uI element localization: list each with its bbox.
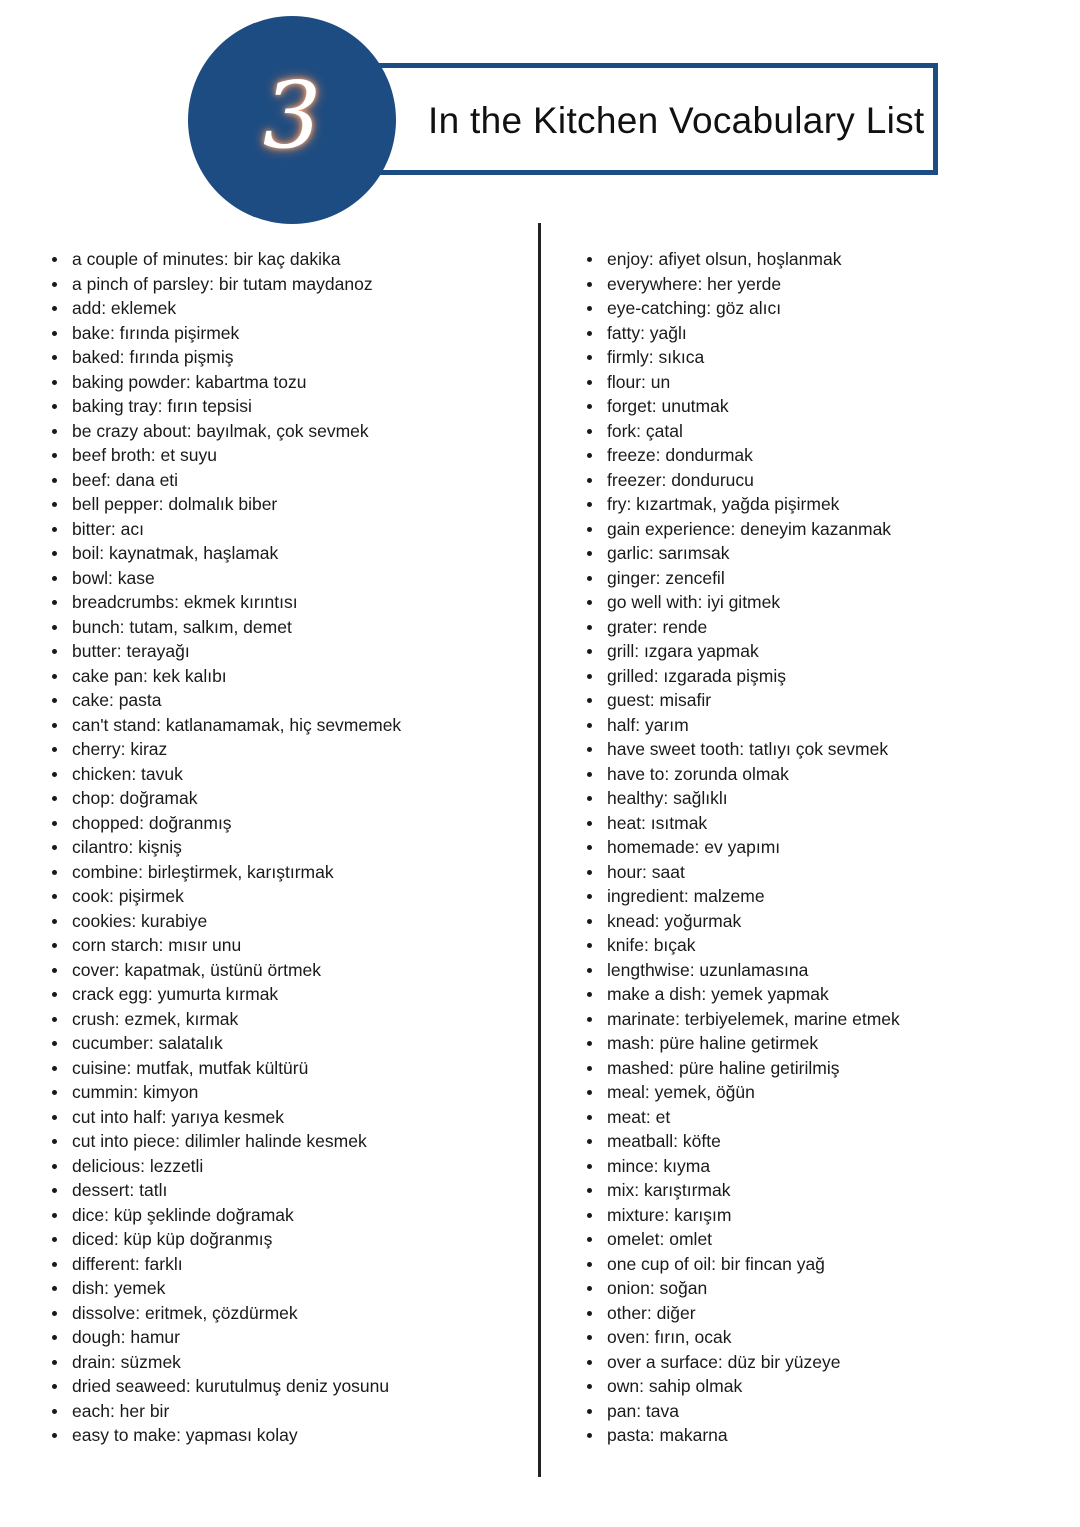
vocabulary-item: dessert: tatlı — [52, 1178, 532, 1203]
vocabulary-item: cookies: kurabiye — [52, 909, 532, 934]
vocabulary-item: pasta: makarna — [587, 1423, 1057, 1448]
vocabulary-item: make a dish: yemek yapmak — [587, 982, 1057, 1007]
vocabulary-item: fatty: yağlı — [587, 321, 1057, 346]
vocabulary-item: chicken: tavuk — [52, 762, 532, 787]
vocabulary-item: grater: rende — [587, 615, 1057, 640]
vocabulary-item: baking tray: fırın tepsisi — [52, 394, 532, 419]
vocabulary-item: bunch: tutam, salkım, demet — [52, 615, 532, 640]
vocabulary-item: one cup of oil: bir fincan yağ — [587, 1252, 1057, 1277]
vocabulary-item: cherry: kiraz — [52, 737, 532, 762]
vocabulary-item: crush: ezmek, kırmak — [52, 1007, 532, 1032]
vocabulary-item: oven: fırın, ocak — [587, 1325, 1057, 1350]
vocabulary-item: forget: unutmak — [587, 394, 1057, 419]
vocabulary-item: firmly: sıkıca — [587, 345, 1057, 370]
vocabulary-item: hour: saat — [587, 860, 1057, 885]
vocabulary-item: garlic: sarımsak — [587, 541, 1057, 566]
vocabulary-item: guest: misafir — [587, 688, 1057, 713]
vocabulary-item: baked: fırında pişmiş — [52, 345, 532, 370]
vocabulary-item: combine: birleştirmek, karıştırmak — [52, 860, 532, 885]
vocabulary-item: gain experience: deneyim kazanmak — [587, 517, 1057, 542]
vocabulary-item: drain: süzmek — [52, 1350, 532, 1375]
vocabulary-item: cuisine: mutfak, mutfak kültürü — [52, 1056, 532, 1081]
vocabulary-item: eye-catching: göz alıcı — [587, 296, 1057, 321]
chapter-number: 3 — [262, 62, 322, 169]
vocabulary-item: cut into half: yarıya kesmek — [52, 1105, 532, 1130]
vocabulary-item: mash: püre haline getirmek — [587, 1031, 1057, 1056]
vocabulary-item: knife: bıçak — [587, 933, 1057, 958]
vocabulary-item: beef broth: et suyu — [52, 443, 532, 468]
vocabulary-item: meatball: köfte — [587, 1129, 1057, 1154]
vocabulary-list-right — [587, 247, 1057, 1448]
vocabulary-item: dish: yemek — [52, 1276, 532, 1301]
vocabulary-item: ginger: zencefil — [587, 566, 1057, 591]
vocabulary-item: cook: pişirmek — [52, 884, 532, 909]
vocabulary-item: healthy: sağlıklı — [587, 786, 1057, 811]
vocabulary-item: freezer: dondurucu — [587, 468, 1057, 493]
vocabulary-list-left — [52, 247, 532, 1448]
vocabulary-item: everywhere: her yerde — [587, 272, 1057, 297]
vocabulary-item: homemade: ev yapımı — [587, 835, 1057, 860]
vocabulary-item: mince: kıyma — [587, 1154, 1057, 1179]
vocabulary-item: diced: küp küp doğranmış — [52, 1227, 532, 1252]
vocabulary-item: pan: tava — [587, 1399, 1057, 1424]
vocabulary-item: own: sahip olmak — [587, 1374, 1057, 1399]
vocabulary-item: mashed: püre haline getirilmiş — [587, 1056, 1057, 1081]
chapter-badge — [188, 16, 396, 224]
page-title: In the Kitchen Vocabulary List — [428, 100, 925, 141]
vocabulary-item: chop: doğramak — [52, 786, 532, 811]
vocabulary-item: dough: hamur — [52, 1325, 532, 1350]
vocabulary-item: marinate: terbiyelemek, marine etmek — [587, 1007, 1057, 1032]
vocabulary-item: butter: terayağı — [52, 639, 532, 664]
vocabulary-item: different: farklı — [52, 1252, 532, 1277]
vocabulary-item: bowl: kase — [52, 566, 532, 591]
vocabulary-item: dried seaweed: kurutulmuş deniz yosunu — [52, 1374, 532, 1399]
vocabulary-item: heat: ısıtmak — [587, 811, 1057, 836]
vocabulary-item: can't stand: katlanamamak, hiç sevmemek — [52, 713, 532, 738]
vocabulary-item: delicious: lezzetli — [52, 1154, 532, 1179]
vocabulary-item: cucumber: salatalık — [52, 1031, 532, 1056]
vocabulary-item: cake: pasta — [52, 688, 532, 713]
vocabulary-item: grilled: ızgarada pişmiş — [587, 664, 1057, 689]
vocabulary-item: be crazy about: bayılmak, çok sevmek — [52, 419, 532, 444]
vocabulary-item: go well with: iyi gitmek — [587, 590, 1057, 615]
vocabulary-item: add: eklemek — [52, 296, 532, 321]
vocabulary-item: enjoy: afiyet olsun, hoşlanmak — [587, 247, 1057, 272]
vocabulary-item: a pinch of parsley: bir tutam maydanoz — [52, 272, 532, 297]
vocabulary-item: dissolve: eritmek, çözdürmek — [52, 1301, 532, 1326]
vocabulary-item: fry: kızartmak, yağda pişirmek — [587, 492, 1057, 517]
vocabulary-item: cake pan: kek kalıbı — [52, 664, 532, 689]
vocabulary-item: crack egg: yumurta kırmak — [52, 982, 532, 1007]
vocabulary-item: have sweet tooth: tatlıyı çok sevmek — [587, 737, 1057, 762]
vocabulary-item: freeze: dondurmak — [587, 443, 1057, 468]
vocabulary-item: easy to make: yapması kolay — [52, 1423, 532, 1448]
vocabulary-item: over a surface: düz bir yüzeye — [587, 1350, 1057, 1375]
vocabulary-item: cover: kapatmak, üstünü örtmek — [52, 958, 532, 983]
vocabulary-item: meat: et — [587, 1105, 1057, 1130]
vocabulary-item: chopped: doğranmış — [52, 811, 532, 836]
vocabulary-item: mixture: karışım — [587, 1203, 1057, 1228]
vocabulary-item: corn starch: mısır unu — [52, 933, 532, 958]
column-divider — [538, 223, 541, 1477]
vocabulary-item: grill: ızgara yapmak — [587, 639, 1057, 664]
vocabulary-item: baking powder: kabartma tozu — [52, 370, 532, 395]
vocabulary-item: beef: dana eti — [52, 468, 532, 493]
vocabulary-item: ingredient: malzeme — [587, 884, 1057, 909]
vocabulary-item: other: diğer — [587, 1301, 1057, 1326]
vocabulary-item: boil: kaynatmak, haşlamak — [52, 541, 532, 566]
vocabulary-item: omelet: omlet — [587, 1227, 1057, 1252]
vocabulary-item: each: her bir — [52, 1399, 532, 1424]
vocabulary-item: bell pepper: dolmalık biber — [52, 492, 532, 517]
vocabulary-item: dice: küp şeklinde doğramak — [52, 1203, 532, 1228]
vocabulary-item: cummin: kimyon — [52, 1080, 532, 1105]
vocabulary-item: cilantro: kişniş — [52, 835, 532, 860]
vocabulary-item: have to: zorunda olmak — [587, 762, 1057, 787]
vocabulary-item: flour: un — [587, 370, 1057, 395]
vocabulary-item: half: yarım — [587, 713, 1057, 738]
vocabulary-item: mix: karıştırmak — [587, 1178, 1057, 1203]
vocabulary-item: onion: soğan — [587, 1276, 1057, 1301]
vocabulary-item: meal: yemek, öğün — [587, 1080, 1057, 1105]
vocabulary-item: lengthwise: uzunlamasına — [587, 958, 1057, 983]
vocabulary-item: breadcrumbs: ekmek kırıntısı — [52, 590, 532, 615]
vocabulary-item: knead: yoğurmak — [587, 909, 1057, 934]
vocabulary-item: fork: çatal — [587, 419, 1057, 444]
vocabulary-item: bitter: acı — [52, 517, 532, 542]
vocabulary-item: a couple of minutes: bir kaç dakika — [52, 247, 532, 272]
vocabulary-item: bake: fırında pişirmek — [52, 321, 532, 346]
vocabulary-item: cut into piece: dilimler halinde kesmek — [52, 1129, 532, 1154]
